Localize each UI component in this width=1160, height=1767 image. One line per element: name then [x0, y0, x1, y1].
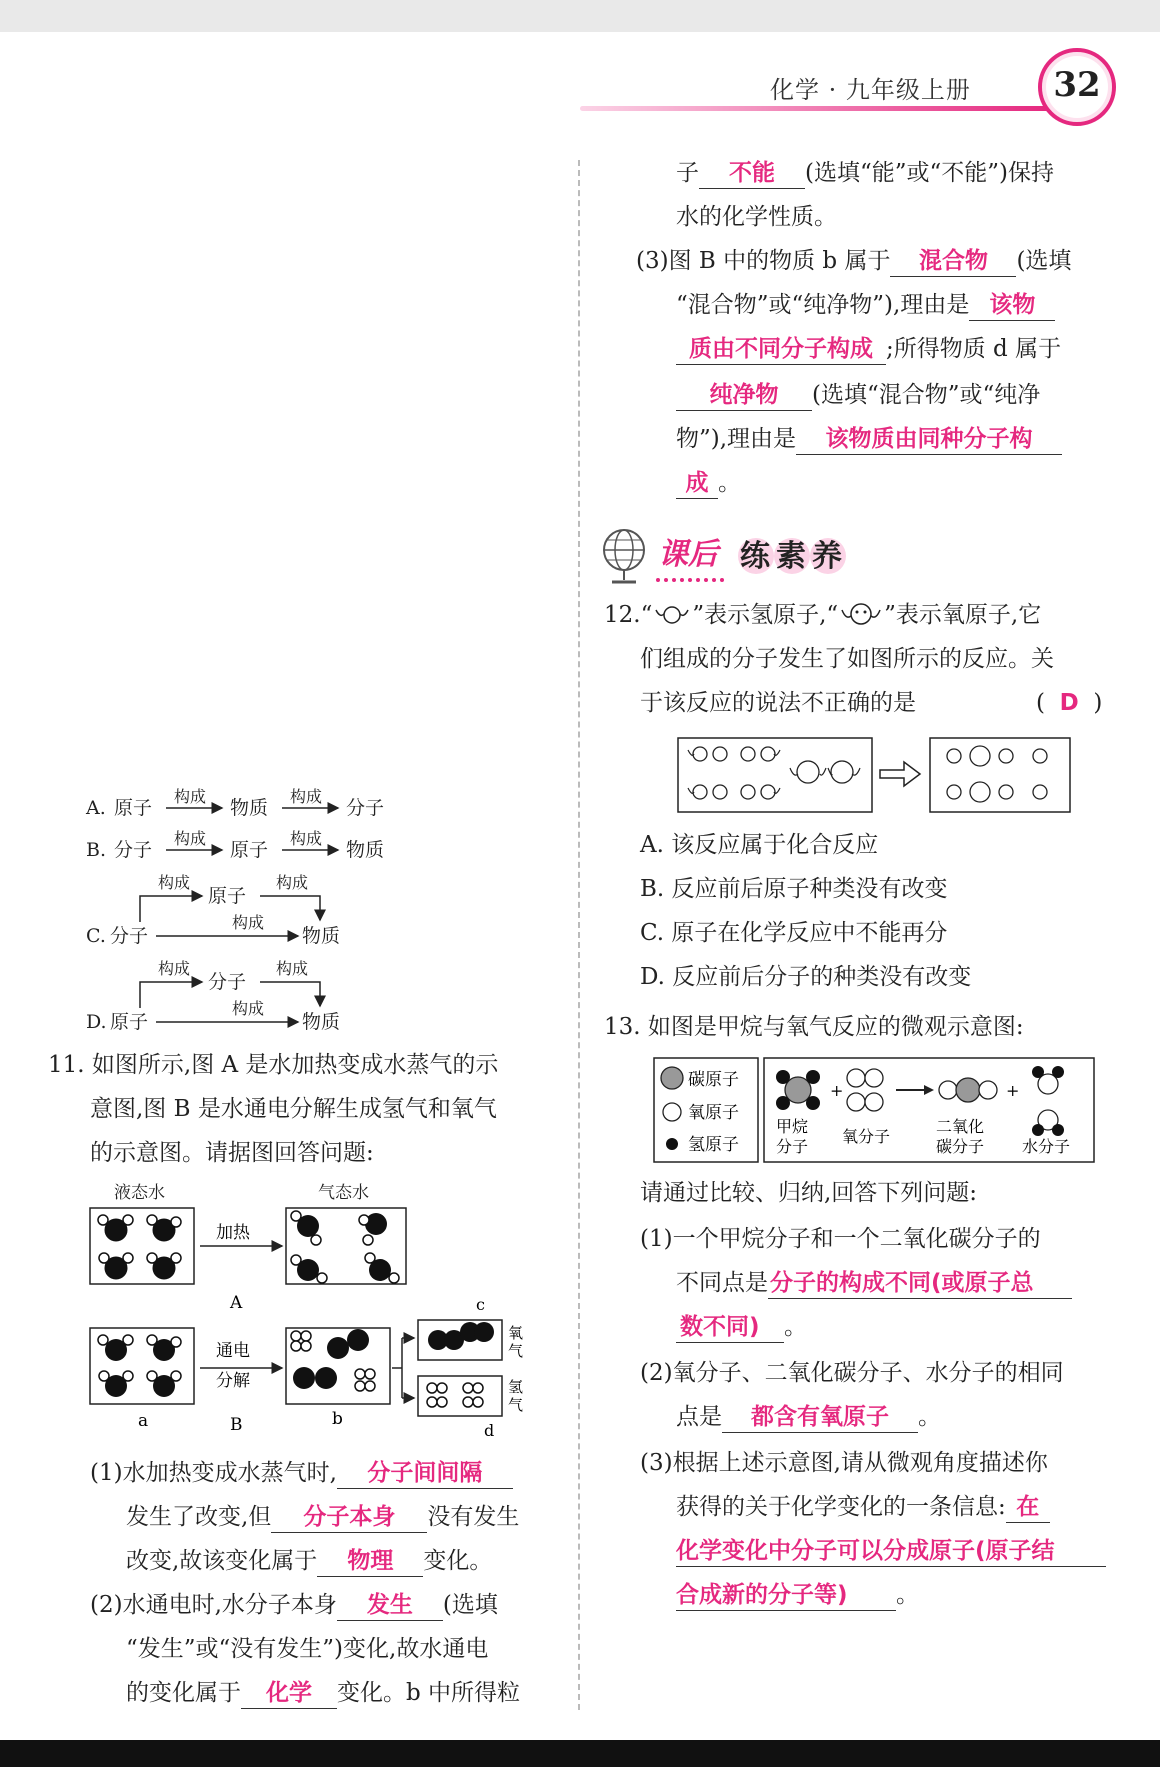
- water-molecule-label: 水分子: [1022, 1137, 1071, 1156]
- q11-1-line2: 发生了改变,但 分子本身 没有发生: [126, 1502, 519, 1533]
- section-kehou: 课后: [658, 537, 718, 572]
- gas-water-label: 气态水: [318, 1183, 369, 1203]
- column-divider: [578, 160, 580, 1710]
- q10-a-compose2: 构成: [290, 787, 323, 806]
- q10-b-molecule: 分子: [114, 839, 153, 861]
- legend-hydrogen: 氢原子: [688, 1135, 739, 1155]
- q12-option-d: D. 反应前后分子的种类没有改变: [640, 964, 972, 990]
- q13-1-line1: (1)一个甲烷分子和一个二氧化碳分子的: [640, 1226, 1041, 1252]
- q10-d-atom: 原子: [110, 1011, 149, 1033]
- q11-3-line5: 物”),理由是 该物质由同种分子构: [676, 424, 1062, 455]
- q11-2-line4: 子 不能 (选填“能”或“不能”)保持: [676, 158, 1054, 189]
- q10-a-matter: 物质: [230, 797, 269, 819]
- oxygen-molecule-label: 氧分子: [842, 1127, 891, 1146]
- q10-c-matter: 物质: [302, 925, 341, 947]
- q11-stem-2: 意图,图 B 是水通电分解生成氢气和氧气: [90, 1096, 497, 1122]
- oxygen-atom-icon: [838, 602, 884, 628]
- q12-stem-3: 于该反应的说法不正确的是: [640, 690, 916, 716]
- svg-text:+: +: [1006, 1081, 1020, 1100]
- methane-label-2: 分子: [776, 1137, 809, 1156]
- oxygen-label-1: 氧: [508, 1324, 524, 1342]
- q13-3-answer-c: 合成新的分子等): [676, 1580, 896, 1611]
- q10-b-label: B.: [86, 839, 107, 861]
- q13-intro: 请通过比较、归纳,回答下列问题:: [640, 1180, 978, 1206]
- page-badge: [1038, 48, 1116, 126]
- q13-3-line1: (3)根据上述示意图,请从微观角度描述你: [640, 1450, 1048, 1476]
- q11-3-answer4b: 成: [676, 468, 718, 499]
- q10-d-molecule: 分子: [208, 971, 247, 993]
- section-lsy: 练素养: [740, 539, 848, 574]
- q11-1-answer3: 物理: [317, 1546, 423, 1577]
- electrolysis-label-1: 通电: [216, 1341, 250, 1361]
- q11-2-line3: 的变化属于 化学 变化。b 中所得粒: [126, 1678, 520, 1709]
- legend-carbon: 碳原子: [688, 1070, 739, 1090]
- q13-1-line3: 数不同) 。: [676, 1312, 807, 1343]
- q10-d-label: D.: [86, 1011, 107, 1033]
- q11-3-line4: 纯净物 (选填“混合物”或“纯净: [676, 380, 1040, 411]
- q12-answer: D: [1059, 690, 1079, 716]
- q10-d-matter: 物质: [302, 1011, 341, 1033]
- q10-a-compose1: 构成: [174, 787, 207, 806]
- top-bar: [0, 0, 1160, 32]
- q10-b-compose2: 构成: [290, 829, 323, 848]
- q11-1-answer2: 分子本身: [271, 1502, 427, 1533]
- q10-c-compose3: 构成: [232, 913, 265, 932]
- legend-oxygen: 氧原子: [688, 1103, 739, 1123]
- page-number: 32: [1053, 65, 1101, 105]
- q11-2-line2: “发生”或“没有发生”)变化,故水通电: [126, 1636, 489, 1662]
- bottom-bar: [0, 1740, 1160, 1767]
- hydrogen-label-2: 气: [508, 1396, 524, 1414]
- q10-b-atom: 原子: [230, 839, 269, 861]
- q13-3-line2: 获得的关于化学变化的一条信息: 在: [676, 1492, 1050, 1523]
- q11-stem-3: 的示意图。请据图回答问题:: [90, 1140, 374, 1166]
- fig-b-small-label: b: [332, 1409, 343, 1429]
- liquid-water-label: 液态水: [114, 1183, 165, 1203]
- q13-3-answer-b: 化学变化中分子可以分成原子(原子结: [676, 1536, 1106, 1567]
- q10-c-compose2: 构成: [276, 873, 309, 892]
- q10-a-molecule: 分子: [346, 797, 385, 819]
- q10-c-label: C.: [86, 925, 106, 947]
- q12-option-a: A. 该反应属于化合反应: [640, 832, 879, 858]
- q10-d-compose1: 构成: [158, 959, 191, 978]
- q12-stem: 12.“ ”表示氢原子,“ ”表示氧原子,它: [604, 602, 1042, 628]
- q13-reaction-diagram: [652, 1056, 1096, 1166]
- q12-reaction-diagram: [676, 736, 1076, 816]
- q13-1-answer-a: 分子的构成不同(或原子总: [768, 1268, 1072, 1299]
- fig-a-label: A: [230, 1293, 243, 1313]
- section-header: [598, 520, 878, 590]
- q11-3-answer2a: 该物: [969, 290, 1055, 321]
- q11-3-line6: 成 。: [676, 468, 741, 499]
- globe-icon: [604, 530, 644, 582]
- q13-2-line2: 点是 都含有氧原子 。: [676, 1402, 941, 1433]
- fig-c-label: c: [476, 1295, 485, 1314]
- q11-diagram: [86, 1180, 566, 1440]
- co2-label-2: 碳分子: [936, 1137, 985, 1156]
- q11-3-line3: 质由不同分子构成 ;所得物质 d 属于: [676, 334, 1061, 365]
- q10-d-compose3: 构成: [232, 999, 265, 1018]
- q11-3-line2: “混合物”或“纯净物”),理由是 该物: [676, 290, 1055, 321]
- q10-b-compose1: 构成: [174, 829, 207, 848]
- fig-a-small-label: a: [138, 1411, 149, 1431]
- q11-2-line1: (2)水通电时,水分子本身 发生 (选填: [90, 1590, 498, 1621]
- header-rule: [580, 106, 1050, 111]
- fig-d-label: d: [484, 1421, 495, 1440]
- q13-2-line1: (2)氧分子、二氧化碳分子、水分子的相同: [640, 1360, 1064, 1386]
- q11-1-line3: 改变,故该变化属于 物理 变化。: [126, 1546, 492, 1577]
- q12-option-b: B. 反应前后原子种类没有改变: [640, 876, 948, 902]
- svg-text:+: +: [830, 1081, 844, 1100]
- heat-label: 加热: [216, 1223, 250, 1243]
- q11-2-line5: 水的化学性质。: [676, 204, 837, 230]
- q10-diagram: [80, 780, 420, 1040]
- fig-b-label: B: [230, 1415, 243, 1435]
- electrolysis-label-2: 分解: [216, 1371, 250, 1391]
- q13-2-answer: 都含有氧原子: [722, 1402, 918, 1433]
- q11-3-answer2b: 质由不同分子构成: [676, 334, 886, 365]
- q11-2-answer1: 发生: [337, 1590, 443, 1621]
- hydrogen-label-1: 氢: [508, 1378, 524, 1396]
- q11-2-answer3: 不能: [699, 158, 805, 189]
- q13-1-line2: 不同点是分子的构成不同(或原子总: [676, 1268, 1072, 1299]
- q13-3-answer-a: 在: [1006, 1492, 1050, 1523]
- methane-label-1: 甲烷: [776, 1117, 809, 1136]
- q11-1-answer1: 分子间间隔: [337, 1458, 513, 1489]
- oxygen-label-2: 气: [508, 1342, 524, 1360]
- q13-stem: 13. 如图是甲烷与氧气反应的微观示意图:: [604, 1014, 1024, 1040]
- q11-stem: 11. 如图所示,图 A 是水加热变成水蒸气的示: [48, 1052, 499, 1078]
- q11-1-line1: (1)水加热变成水蒸气时, 分子间间隔: [90, 1458, 513, 1489]
- q11-2-answer2: 化学: [241, 1678, 337, 1709]
- q12-option-c: C. 原子在化学反应中不能再分: [640, 920, 948, 946]
- co2-label-1: 二氧化: [936, 1117, 985, 1136]
- q11-3-answer4a: 该物质由同种分子构: [796, 424, 1062, 455]
- q12-stem-2: 们组成的分子发生了如图所示的反应。关: [640, 646, 1054, 672]
- q10-c-molecule: 分子: [110, 925, 149, 947]
- q13-3-line3: [676, 1536, 1106, 1567]
- subject-header: 化学 · 九年级上册: [770, 76, 971, 104]
- q12-answer-paren: ( D ): [1036, 690, 1103, 716]
- q10-a-label: A.: [86, 797, 106, 819]
- q10-c-atom: 原子: [208, 885, 247, 907]
- q13-1-answer-b: 数不同): [676, 1312, 784, 1343]
- q13-3-line4: 合成新的分子等) 。: [676, 1580, 919, 1611]
- q10-a-atom: 原子: [114, 797, 153, 819]
- q10-c-compose1: 构成: [158, 873, 191, 892]
- q11-3-line1: (3)图 B 中的物质 b 属于 混合物 (选填: [636, 246, 1071, 277]
- hydrogen-atom-icon: [652, 604, 692, 626]
- q10-d-compose2: 构成: [276, 959, 309, 978]
- q11-3-answer3: 纯净物: [676, 380, 812, 411]
- q10-b-matter: 物质: [346, 839, 385, 861]
- q11-3-answer1: 混合物: [890, 246, 1016, 277]
